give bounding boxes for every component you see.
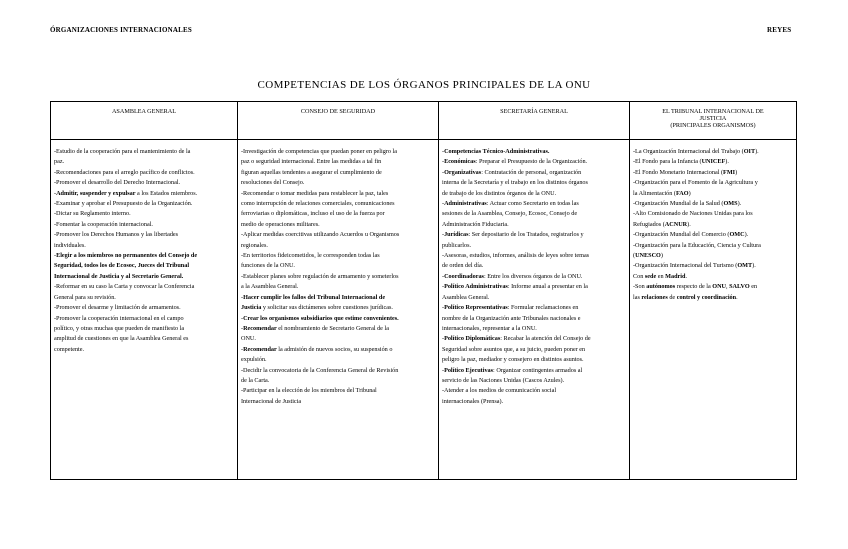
- text-line: General para su revisión.: [54, 293, 116, 301]
- text-line: -Alto Comisionado de Naciones Unidas para los: [633, 210, 753, 218]
- text-line: político, y otras muchas que pueden de manifiesto la: [54, 324, 185, 332]
- text-line: -El Fondo Monetario Internacional (FMI): [633, 168, 738, 176]
- text-line: -Económicas: Preparar el Presupuesto de la Organización.: [442, 158, 588, 166]
- text-line: -Jurídicas: Ser depositario de los Tratados, registrarlos y: [442, 231, 584, 239]
- text-line: Seguridad sobre asuntos que, a su juicio, pueden poner en: [442, 345, 586, 353]
- text-line: peligro la paz, mediador y consejero en distintos asuntos.: [442, 356, 584, 364]
- text-line: expulsión.: [241, 356, 267, 364]
- text-line: -Recomendar el nombramiento de Secretario General de la: [241, 324, 389, 332]
- text-line: -Crear los organismos subsidiarios que estime convenientes.: [241, 314, 399, 322]
- text-line: -En territorios fideicometidos, le corresponden todas las: [241, 252, 380, 260]
- text-line: -La Organización Internacional del Trabajo (OIT).: [633, 148, 759, 155]
- text-line: nombre de la Organización ante Tribunales nacionales e: [442, 314, 581, 322]
- header-left: ÓRGANIZACIONES INTERNACIONALES: [50, 26, 192, 34]
- text-line: (UNESCO): [633, 252, 663, 260]
- text-line: -Aplicar medidas coercitivas utilizando Acuerdos u Organismos: [241, 231, 400, 239]
- text-line: -Decidir la convocatoria de la Conferencia General de Revisión: [241, 366, 399, 374]
- text-line: -Organizativas: Contratación de personal, organización: [442, 168, 582, 176]
- text-line: -Promover los Derechos Humanos y las libertades: [54, 231, 179, 239]
- text-line: -Organización para la Educación, Ciencia y Cultura: [633, 241, 761, 249]
- text-line: como interrupción de relaciones comerciales, comunicaciones: [241, 200, 395, 208]
- column-secretaria-general: [439, 140, 630, 480]
- text-line: -Promover la cooperación internacional en el campo: [54, 314, 184, 322]
- text-line: -Recomendaciones para el arreglo pacífico de conflictos.: [54, 168, 195, 176]
- text-line: la Alimentación (FAO): [633, 189, 691, 197]
- text-line: -Admitir, suspender y expulsar a los Estados miembros.: [54, 189, 198, 197]
- column-header-secretaria-general: SECRETARÍA GENERAL: [439, 102, 630, 140]
- text-line: -Recomendar o tomar medidas para restablecer la paz, tales: [241, 189, 389, 197]
- text-line: -Coordinadoras: Entre los diversos órganos de la ONU.: [442, 272, 583, 280]
- text-line: -Político Representativas: Formular reclamaciones en: [442, 304, 579, 312]
- competencias-table: [50, 101, 797, 480]
- text-line: -Hacer cumplir los fallos del Tribunal Internacional de: [241, 293, 386, 301]
- text-line: medio de operaciones militares.: [241, 220, 320, 228]
- text-line: internacionales (Prensa).: [442, 397, 504, 405]
- text-line: -Promover el desarrollo del Derecho Internacional.: [54, 179, 181, 187]
- text-line: -Político Diplomáticas: Recabar la atención del Consejo de: [442, 335, 591, 343]
- column-consejo-de-seguridad: [238, 140, 439, 480]
- text-line: Internacional de Justicia: [241, 397, 302, 405]
- text-line: -Promover el desarme y limitación de armamentos.: [54, 304, 181, 312]
- text-line: -Organización Mundial de la Salud (OMS).: [633, 200, 742, 208]
- text-line: Justicia y solicitar sus dictámenes sobre cuestiones jurídicas.: [241, 304, 393, 312]
- text-line: Con sede en Madrid.: [633, 272, 687, 280]
- text-line: -El Fondo para la Infancia (UNICEF).: [633, 158, 729, 166]
- text-line: sesiones de la Asamblea, Consejo, Ecosoc, Consejo de: [442, 210, 578, 218]
- text-line: Seguridad, todos los de Ecosoc, Jueces del Tribunal: [54, 262, 190, 270]
- text-line: -Político Ejecutivas: Organizar contingentes armados al: [442, 366, 583, 374]
- text-line: de trabajo de los distintos órganos de la ONU.: [442, 189, 557, 197]
- text-line: individuales.: [54, 241, 86, 249]
- text-line: -Asesoras, estudios, informes, análisis de leyes sobre temas: [442, 252, 590, 260]
- text-line: -Político Administrativas: Informe anual a presentar en la: [442, 283, 588, 291]
- text-line: -Competencias Técnico-Administrativas.: [442, 148, 550, 155]
- text-line: Asamblea General.: [442, 293, 490, 301]
- text-line: resoluciones del Consejo.: [241, 179, 305, 187]
- text-line: competente.: [54, 345, 85, 353]
- text-line: interna de la Secretaría y el trabajo en los distintos órganos: [442, 179, 588, 187]
- header-right: REYES: [767, 26, 792, 34]
- text-line: paz o seguridad internacional. Entre las medidas a tal fin: [241, 158, 382, 166]
- text-line: amplitud de cuestiones en que la Asamblea General es: [54, 335, 189, 343]
- column-tribunal-internacional: [630, 140, 797, 480]
- text-line: -Organización Internacional del Turismo (OMT).: [633, 262, 756, 270]
- text-line: -Examinar y aprobar el Presupuesto de la Organización.: [54, 200, 193, 208]
- text-line: -Organización Mundial del Comercio (OMC).: [633, 231, 749, 239]
- text-line: de orden del día.: [442, 262, 484, 270]
- text-line: ONU.: [241, 335, 256, 343]
- text-line: publicarlos.: [442, 241, 472, 249]
- text-line: Internacional de Justicia y al Secretario General.: [54, 272, 184, 280]
- column-header-consejo-de-seguridad: CONSEJO DE SEGURIDAD: [238, 102, 439, 140]
- column-header-tribunal-internacional: EL TRIBUNAL INTERNACIONAL DE JUSTICIA (PRINCIPALES ORGANISMOS): [630, 102, 797, 140]
- text-line: de la Carta.: [241, 376, 270, 384]
- text-line: -Dictar su Reglamento interno.: [54, 210, 131, 218]
- text-line: funciones de la ONU.: [241, 262, 295, 270]
- text-line: -Estudio de la cooperación para el mantenimiento de la: [54, 148, 191, 155]
- text-line: -Organización para el Fomento de la Agricultura y: [633, 179, 758, 187]
- column-header-asamblea-general: ASAMBLEA GENERAL: [51, 102, 238, 140]
- text-line: -Administrativas: Actuar como Secretario en todas las: [442, 200, 579, 208]
- text-line: servicio de las Naciones Unidas (Cascos Azules).: [442, 376, 565, 384]
- text-line: las relaciones de control y coordinación.: [633, 293, 738, 301]
- text-line: regionales.: [241, 241, 268, 249]
- text-line: a la Asamblea General.: [241, 283, 299, 291]
- text-line: -Establecer planes sobre regulación de armamento y someterlos: [241, 272, 399, 280]
- text-line: -Fomentar la cooperación internacional.: [54, 220, 153, 228]
- text-line: ferroviarias o diplomáticas, incluso el uso de la fuerza por: [241, 210, 385, 218]
- text-line: figuran aquellas tendentes a asegurar el cumplimiento de: [241, 168, 382, 176]
- text-line: -Recomendar la admisión de nuevos socios, su suspensión o: [241, 345, 393, 353]
- text-line: -Investigación de competencias que puedan poner en peligro la: [241, 148, 398, 155]
- page-title: COMPETENCIAS DE LOS ÓRGANOS PRINCIPALES DE LA ONU: [257, 79, 591, 91]
- text-line: internacionales, representar a la ONU.: [442, 324, 537, 332]
- text-line: -Participar en la elección de los miembros del Tribunal: [241, 387, 377, 395]
- text-line: Administración Fiduciaria.: [442, 220, 509, 228]
- text-line: Refugiados (ACNUR).: [633, 220, 691, 228]
- text-line: -Atender a los medios de comunicación social: [442, 387, 557, 395]
- text-line: -Elegir a los miembros no permanentes del Consejo de: [54, 252, 198, 260]
- column-asamblea-general: [51, 140, 238, 480]
- text-line: paz.: [54, 158, 65, 166]
- text-line: -Reformar en su caso la Carta y convocar la Conferencia: [54, 283, 195, 291]
- text-line: -Son autónomos respecto de la ONU, SALVO en: [633, 283, 758, 291]
